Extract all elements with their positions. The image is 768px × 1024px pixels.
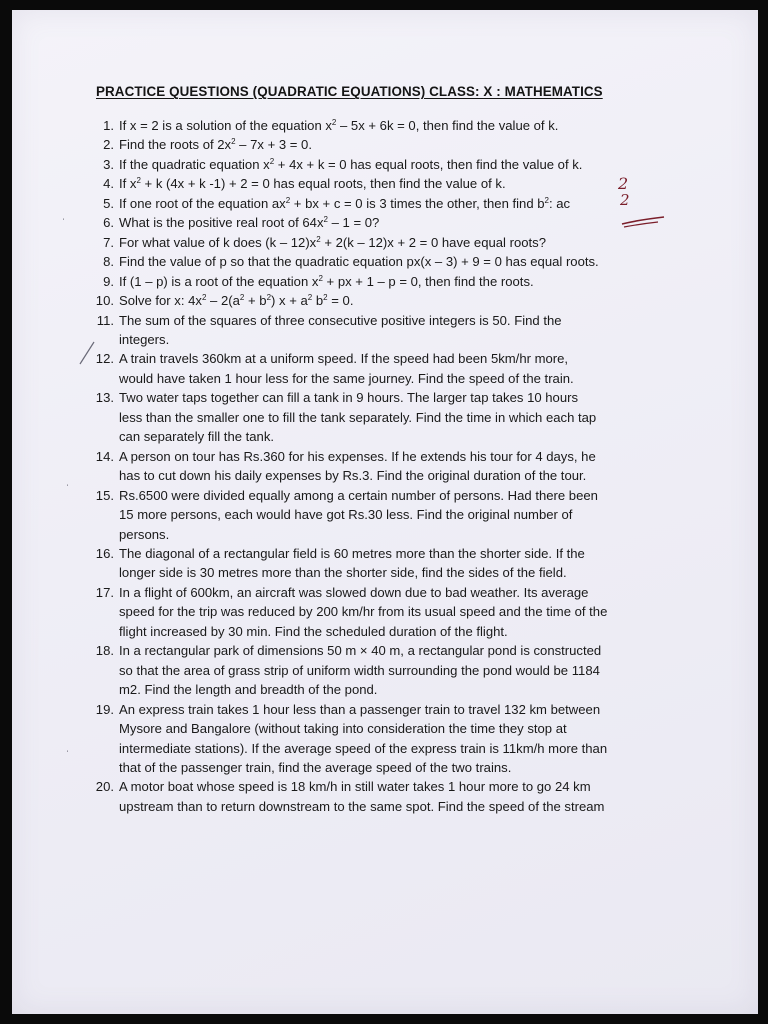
question-item xyxy=(84,272,704,291)
question-item xyxy=(84,388,704,446)
question-number: 13. xyxy=(95,390,114,406)
question-number: 6. xyxy=(103,215,114,231)
question-text: If (1 – p) is a root of the equation $x^2$ + px + 1 – p = 0, then find the roots. xyxy=(119,273,534,289)
question-text: For what value of k does $(k - 12)x^2 + 2(k - 12)x + 2 = 0$ have equal roots? xyxy=(119,234,546,250)
question-number: 19. xyxy=(95,701,114,717)
question-text: Rs.6500 were divided equally among a certain number of persons. Had there been 15 more persons, each would have got Rs.30 less. Find the original number of persons. xyxy=(119,487,598,542)
question-item xyxy=(84,447,704,486)
question-text: What is the positive real root of $64x^2 - 1 = 0$? xyxy=(119,215,380,231)
question-number: 7. xyxy=(103,234,114,250)
question-text: The sum of the squares of three consecutive positive integers is 50. Find the integers. xyxy=(119,312,562,347)
question-number: 12. xyxy=(95,351,114,367)
question-item xyxy=(84,135,704,154)
question-item xyxy=(84,233,704,252)
question-text: In a rectangular park of dimensions 50 m × 40 m, a rectangular pond is constructed so that the area of grass strip of uniform width surrounding the pond would be 1184 m2. Find the length and breadth of the pond. xyxy=(119,643,602,698)
question-text: If the quadratic equation $x^2 + 4x + k = 0$ has equal roots, then find the value of k. xyxy=(119,156,583,172)
question-item xyxy=(84,777,704,816)
question-number: 1. xyxy=(103,118,114,133)
question-text: A train travels 360km at a uniform speed. If the speed had been 5km/hr more, would have taken 1 hour less for the same journey. Find the speed of the train. xyxy=(119,351,574,386)
question-text: Find the roots of $2x^2 - 7x + 3 = 0$. xyxy=(119,137,312,153)
question-item xyxy=(84,583,704,641)
question-number: 20. xyxy=(95,779,114,795)
question-text: Find the value of p so that the quadratic equation px(x – 3) + 9 = 0 has equal roots. xyxy=(119,254,599,270)
question-text: An express train takes 1 hour less than a passenger train to travel 132 km between Mysore and Bangalore (without taking into consideration the time they stop at intermediate stations). If the average speed of the express train is 11km/h more than that of the passenger train, find the average speed of the two trains. xyxy=(119,701,608,775)
question-item xyxy=(84,213,704,232)
question-item xyxy=(84,291,704,310)
question-number: 10. xyxy=(95,293,114,309)
question-text: In a flight of 600km, an aircraft was slowed down due to bad weather. Its average speed for the trip was reduced by 200 km/hr from its usual speed and the time of the flight increased by 30 min. Find the scheduled duration of the flight. xyxy=(119,584,608,639)
question-number: 3. xyxy=(103,156,114,172)
question-text: If one root of the equation $ax^2$ + bx + c = 0 is 3 times the other, then find $b^2$: ac xyxy=(119,195,571,211)
question-number: 18. xyxy=(95,643,114,659)
pencil-tick-mark xyxy=(76,338,100,368)
question-text: A person on tour has Rs.360 for his expenses. If he extends his tour for 4 days, he has to cut down his daily expenses by Rs.3. Find the original duration of the tour. xyxy=(119,448,596,484)
question-item xyxy=(84,544,704,583)
question-text: If $x^2 + k$ (4x + k -1) + 2 = 0 has equal roots, then find the value of k. xyxy=(119,176,506,192)
question-number: 15. xyxy=(95,487,114,503)
question-number: 8. xyxy=(103,254,114,270)
edge-dot-2: ˈ xyxy=(66,484,70,495)
handwritten-note-2: 2 xyxy=(618,174,629,193)
question-item xyxy=(84,155,704,174)
question-number: 2. xyxy=(103,137,114,153)
question-number: 5. xyxy=(103,195,114,211)
question-item xyxy=(84,174,704,193)
edge-dot-3: ˌ xyxy=(66,742,70,753)
page-title: PRACTICE QUESTIONS (QUADRATIC EQUATIONS) CLASS: X : MATHEMATICS xyxy=(96,84,603,99)
question-text: A motor boat whose speed is 18 km/h in still water takes 1 hour more to go 24 km upstream than to return downstream to the same spot. Find the speed of the stream xyxy=(119,779,605,814)
question-number: 17. xyxy=(95,584,114,600)
question-list xyxy=(84,116,704,816)
question-number: 4. xyxy=(103,176,114,192)
question-number: 14. xyxy=(95,448,114,464)
question-item xyxy=(84,311,704,350)
question-item xyxy=(84,700,704,778)
handwritten-note-power: 2 xyxy=(620,191,630,209)
question-item xyxy=(84,641,704,699)
question-text: Solve for x: $4x^2 - 2(a^2 + b^2) x + a^2$ $b^2 = 0$. xyxy=(119,293,354,309)
edge-dot-1: ˌ xyxy=(62,210,66,221)
question-text: The diagonal of a rectangular field is 60 metres more than the shorter side. If the longer side is 30 metres more than the shorter side, find the sides of the field. xyxy=(119,545,585,581)
question-item xyxy=(84,486,704,544)
question-item xyxy=(84,116,704,135)
question-number: 9. xyxy=(103,273,114,289)
question-text: If x = 2 is a solution of the equation $x^2 - 5x + 6k = 0$, then find the value of k. xyxy=(119,118,559,133)
question-number: 11. xyxy=(96,312,114,328)
question-item xyxy=(84,349,704,388)
pen-stroke-mark xyxy=(618,214,668,230)
question-item xyxy=(84,252,704,271)
question-text: Two water taps together can fill a tank in 9 hours. The larger tap takes 10 hours less than the smaller one to fill the tank separately. Find the time in which each tap can separately fill the tank. xyxy=(119,390,597,445)
question-number: 16. xyxy=(95,545,114,561)
question-item xyxy=(84,194,704,213)
